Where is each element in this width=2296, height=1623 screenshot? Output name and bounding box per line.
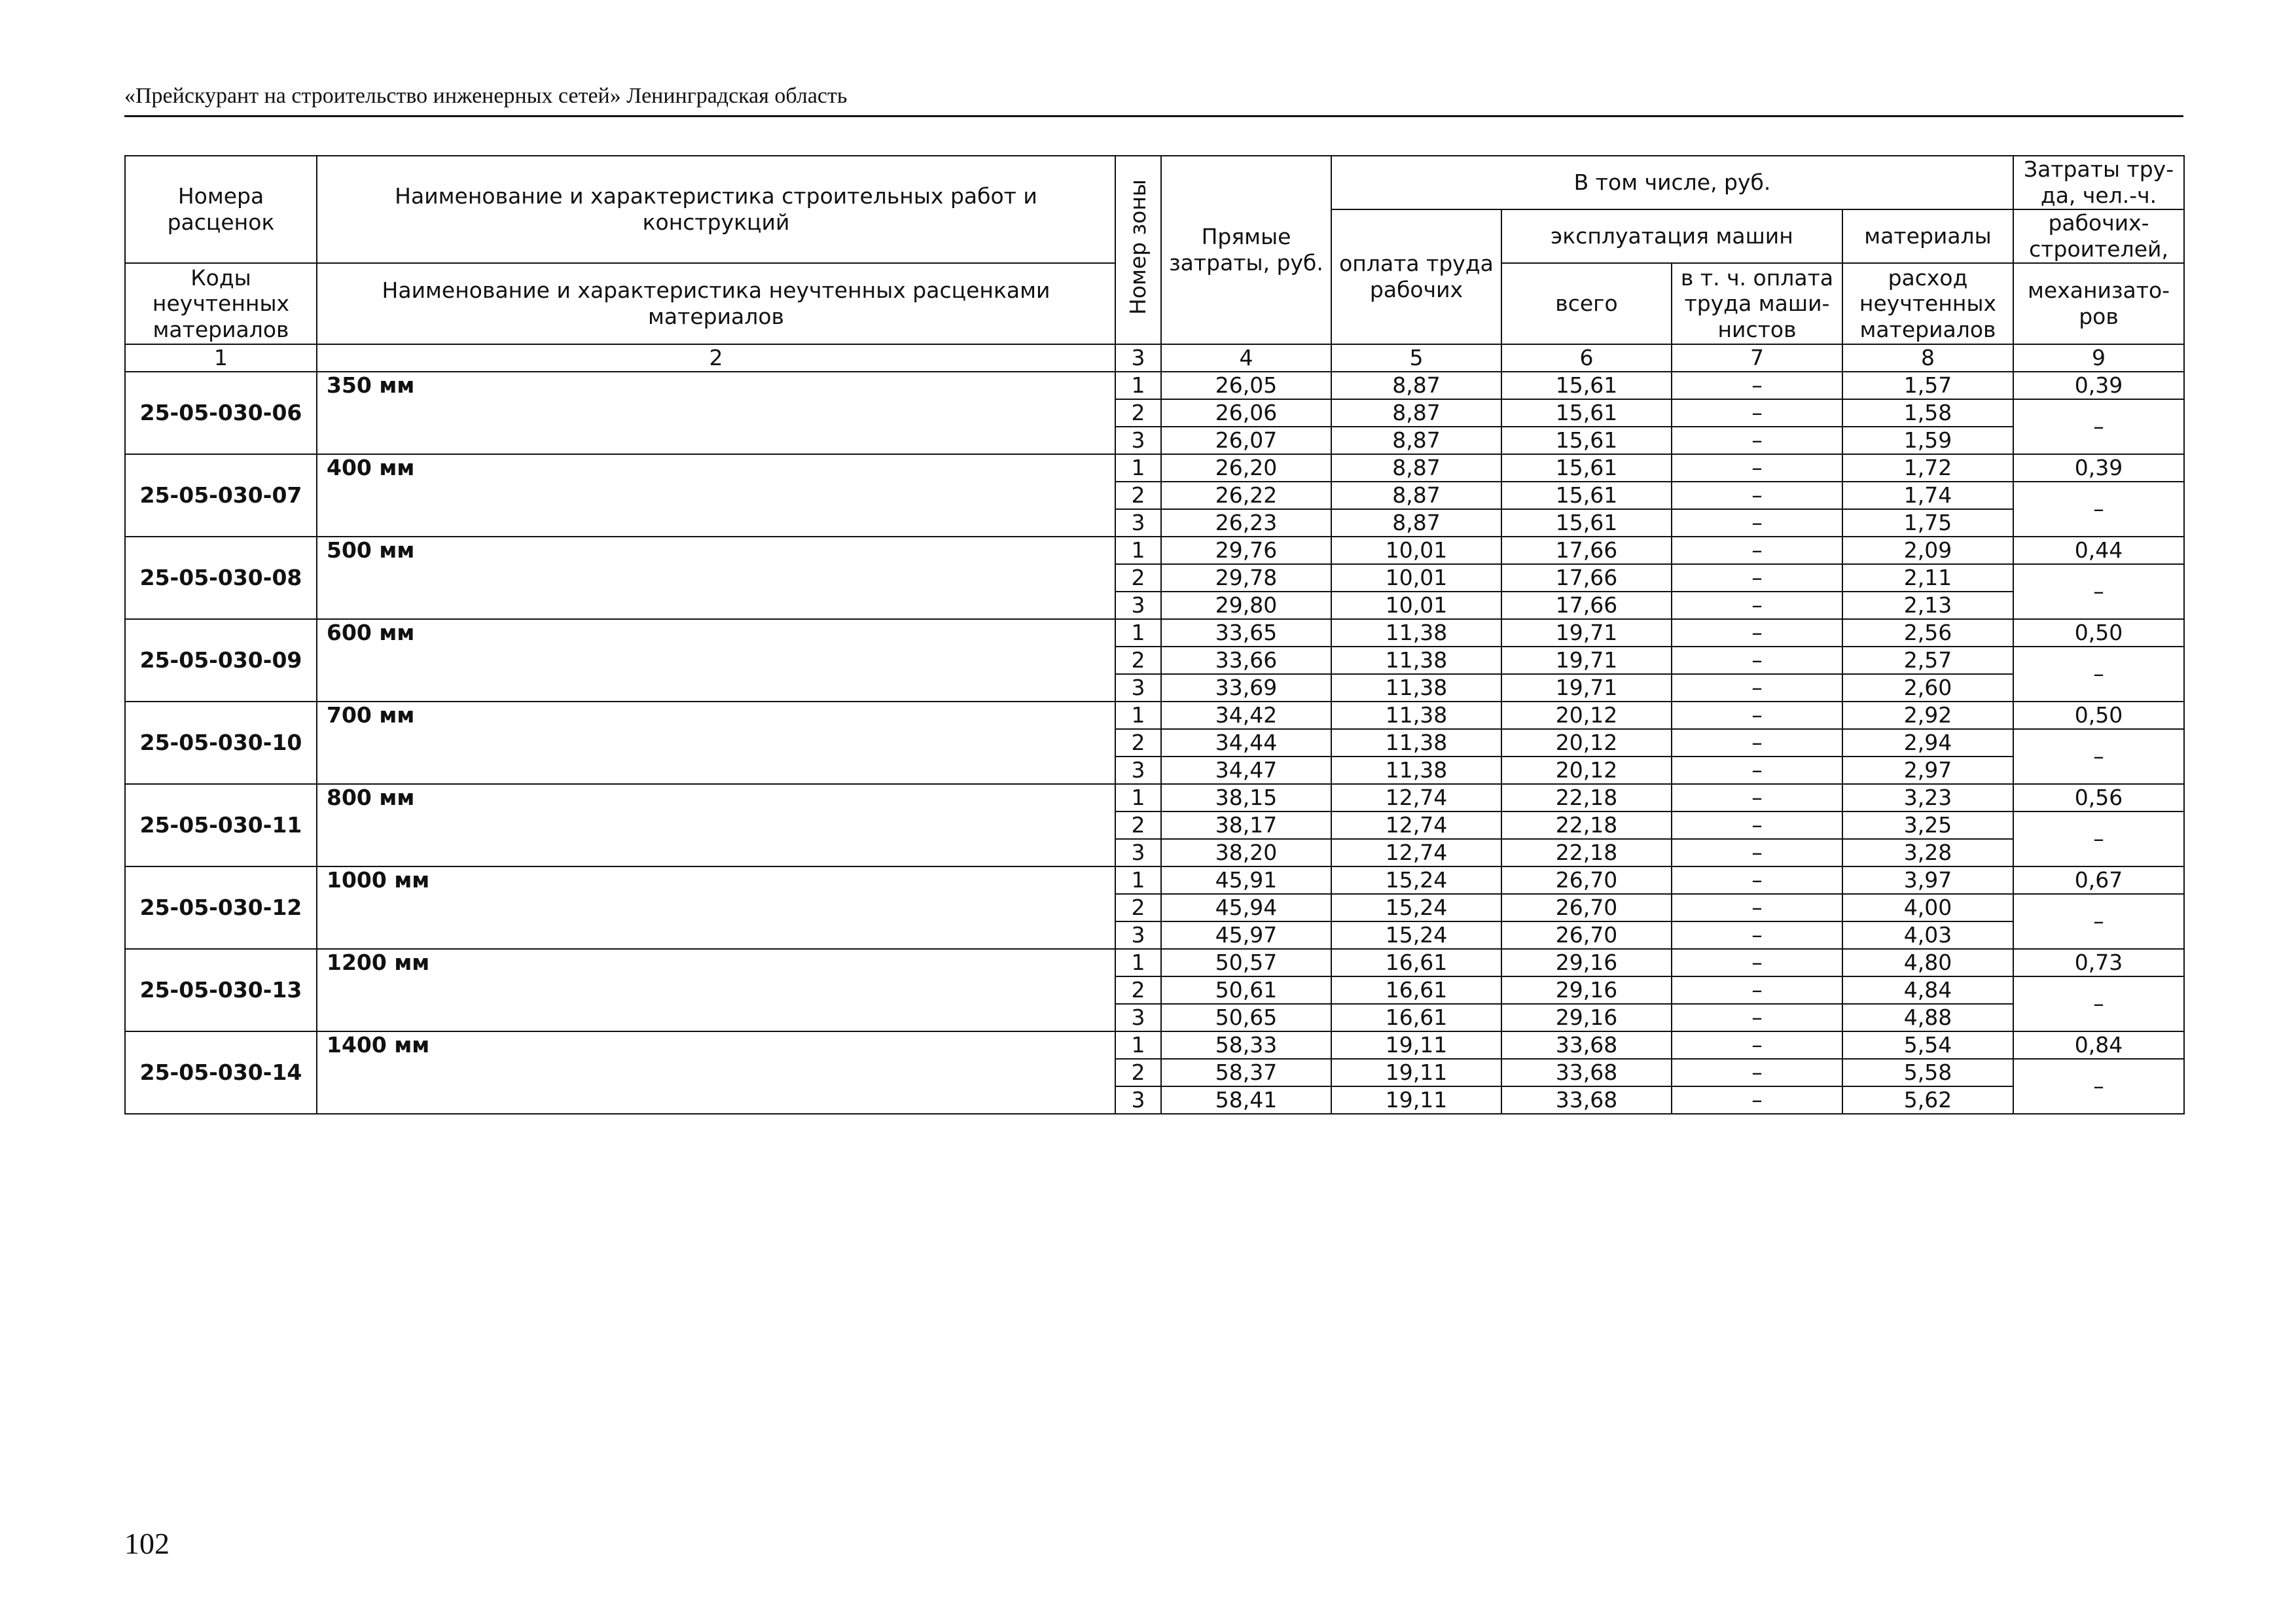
machinist-wages-cell: – <box>1672 784 1842 812</box>
direct-costs-cell: 29,76 <box>1161 537 1331 564</box>
zone-cell: 2 <box>1115 482 1161 509</box>
wages-cell: 19,11 <box>1331 1086 1501 1114</box>
wages-cell: 10,01 <box>1331 564 1501 592</box>
machines-total-cell: 15,61 <box>1501 509 1672 537</box>
wages-cell: 12,74 <box>1331 812 1501 839</box>
direct-costs-cell: 58,37 <box>1161 1059 1331 1086</box>
direct-costs-cell: 45,91 <box>1161 866 1331 894</box>
zone-cell: 2 <box>1115 812 1161 839</box>
rate-code: 25-05-030-11 <box>125 784 317 866</box>
materials-cell: 2,57 <box>1842 647 2013 674</box>
machines-total-cell: 15,61 <box>1501 399 1672 427</box>
rate-code: 25-05-030-14 <box>125 1031 317 1114</box>
labor-builders-cell: 0,50 <box>2013 619 2184 647</box>
zone-cell: 1 <box>1115 702 1161 729</box>
zone-cell: 1 <box>1115 784 1161 812</box>
column-number: 1 <box>125 344 317 372</box>
labor-builders-cell: 0,84 <box>2013 1031 2184 1059</box>
wages-cell: 11,38 <box>1331 729 1501 757</box>
materials-cell: 5,62 <box>1842 1086 2013 1114</box>
materials-cell: 2,94 <box>1842 729 2013 757</box>
labor-builders-cell: 0,67 <box>2013 866 2184 894</box>
zone-cell: 2 <box>1115 1059 1161 1086</box>
wages-cell: 16,61 <box>1331 1004 1501 1031</box>
rate-code: 25-05-030-12 <box>125 866 317 949</box>
machines-total-cell: 22,18 <box>1501 812 1672 839</box>
header-rate-numbers: Номера расценок <box>125 156 317 263</box>
machines-total-cell: 26,70 <box>1501 894 1672 921</box>
wages-cell: 8,87 <box>1331 482 1501 509</box>
rate-code: 25-05-030-08 <box>125 537 317 619</box>
machines-total-cell: 20,12 <box>1501 757 1672 784</box>
zone-cell: 2 <box>1115 647 1161 674</box>
machines-total-cell: 26,70 <box>1501 921 1672 949</box>
direct-costs-cell: 50,65 <box>1161 1004 1331 1031</box>
direct-costs-cell: 26,22 <box>1161 482 1331 509</box>
header-machine-operation: эксплуатация машин <box>1501 209 1842 263</box>
direct-costs-cell: 33,69 <box>1161 674 1331 702</box>
zone-cell: 2 <box>1115 976 1161 1004</box>
zone-cell: 3 <box>1115 674 1161 702</box>
wages-cell: 8,87 <box>1331 372 1501 399</box>
materials-cell: 2,92 <box>1842 702 2013 729</box>
labor-builders-cell: – <box>2013 564 2184 619</box>
table-row <box>125 784 2184 812</box>
wages-cell: 19,11 <box>1331 1031 1501 1059</box>
labor-builders-cell: 0,73 <box>2013 949 2184 976</box>
materials-cell: 1,72 <box>1842 454 2013 482</box>
header-builders: рабочих- строителей, <box>2013 209 2184 263</box>
work-description: 400 мм <box>317 454 1115 537</box>
materials-cell: 2,09 <box>1842 537 2013 564</box>
header-material-codes: Коды неучтенных материалов <box>125 263 317 344</box>
materials-cell: 1,74 <box>1842 482 2013 509</box>
header-divider <box>124 115 2183 117</box>
machinist-wages-cell: – <box>1672 894 1842 921</box>
work-description: 1400 мм <box>317 1031 1115 1114</box>
column-number: 7 <box>1672 344 1842 372</box>
machinist-wages-cell: – <box>1672 976 1842 1004</box>
machinist-wages-cell: – <box>1672 812 1842 839</box>
materials-cell: 4,80 <box>1842 949 2013 976</box>
labor-builders-cell: – <box>2013 894 2184 949</box>
header-unaccounted-materials: расход неучтенных материалов <box>1842 263 2013 344</box>
materials-cell: 3,97 <box>1842 866 2013 894</box>
machines-total-cell: 26,70 <box>1501 866 1672 894</box>
header-wages: оплата труда рабочих <box>1331 209 1501 344</box>
rate-code: 25-05-030-06 <box>125 372 317 454</box>
zone-cell: 2 <box>1115 399 1161 427</box>
zone-cell: 3 <box>1115 1086 1161 1114</box>
zone-cell: 1 <box>1115 619 1161 647</box>
zone-cell: 1 <box>1115 454 1161 482</box>
machines-total-cell: 15,61 <box>1501 482 1672 509</box>
labor-builders-cell: 0,39 <box>2013 372 2184 399</box>
materials-cell: 4,88 <box>1842 1004 2013 1031</box>
header-machines-total: всего <box>1501 263 1672 344</box>
header-work-name: Наименование и характеристика строительных работ и конструкций <box>317 156 1115 263</box>
machinist-wages-cell: – <box>1672 757 1842 784</box>
wages-cell: 19,11 <box>1331 1059 1501 1086</box>
rate-code: 25-05-030-09 <box>125 619 317 702</box>
machinist-wages-cell: – <box>1672 619 1842 647</box>
machines-total-cell: 22,18 <box>1501 784 1672 812</box>
wages-cell: 11,38 <box>1331 702 1501 729</box>
machines-total-cell: 20,12 <box>1501 702 1672 729</box>
zone-cell: 3 <box>1115 427 1161 454</box>
direct-costs-cell: 26,20 <box>1161 454 1331 482</box>
wages-cell: 11,38 <box>1331 619 1501 647</box>
machinist-wages-cell: – <box>1672 399 1842 427</box>
work-description: 1000 мм <box>317 866 1115 949</box>
machinist-wages-cell: – <box>1672 564 1842 592</box>
wages-cell: 15,24 <box>1331 866 1501 894</box>
header-labor-costs: Затраты тру- да, чел.-ч. <box>2013 156 2184 209</box>
direct-costs-cell: 58,33 <box>1161 1031 1331 1059</box>
header-direct-costs: Прямые затраты, руб. <box>1161 156 1331 344</box>
wages-cell: 11,38 <box>1331 647 1501 674</box>
machinist-wages-cell: – <box>1672 1004 1842 1031</box>
price-table-body <box>125 156 2184 1114</box>
materials-cell: 4,84 <box>1842 976 2013 1004</box>
materials-cell: 4,03 <box>1842 921 2013 949</box>
direct-costs-cell: 34,42 <box>1161 702 1331 729</box>
wages-cell: 10,01 <box>1331 537 1501 564</box>
wages-cell: 16,61 <box>1331 976 1501 1004</box>
zone-cell: 2 <box>1115 564 1161 592</box>
column-number: 2 <box>317 344 1115 372</box>
wages-cell: 11,38 <box>1331 757 1501 784</box>
direct-costs-cell: 29,78 <box>1161 564 1331 592</box>
wages-cell: 8,87 <box>1331 454 1501 482</box>
work-description: 800 мм <box>317 784 1115 866</box>
zone-cell: 3 <box>1115 839 1161 866</box>
direct-costs-cell: 45,94 <box>1161 894 1331 921</box>
machines-total-cell: 22,18 <box>1501 839 1672 866</box>
machines-total-cell: 19,71 <box>1501 674 1672 702</box>
direct-costs-cell: 45,97 <box>1161 921 1331 949</box>
machinist-wages-cell: – <box>1672 839 1842 866</box>
machines-total-cell: 29,16 <box>1501 976 1672 1004</box>
labor-builders-cell: – <box>2013 729 2184 784</box>
machines-total-cell: 33,68 <box>1501 1059 1672 1086</box>
column-number: 9 <box>2013 344 2184 372</box>
header-zone-number <box>1115 156 1161 344</box>
column-number: 8 <box>1842 344 2013 372</box>
direct-costs-cell: 38,20 <box>1161 839 1331 866</box>
machinist-wages-cell: – <box>1672 427 1842 454</box>
machinist-wages-cell: – <box>1672 537 1842 564</box>
machines-total-cell: 29,16 <box>1501 949 1672 976</box>
zone-cell: 3 <box>1115 921 1161 949</box>
direct-costs-cell: 26,07 <box>1161 427 1331 454</box>
direct-costs-cell: 34,44 <box>1161 729 1331 757</box>
column-number: 4 <box>1161 344 1331 372</box>
zone-cell: 1 <box>1115 866 1161 894</box>
page-number: 102 <box>124 1527 170 1560</box>
materials-cell: 1,57 <box>1842 372 2013 399</box>
machines-total-cell: 33,68 <box>1501 1031 1672 1059</box>
work-description: 600 мм <box>317 619 1115 702</box>
table-row <box>125 1031 2184 1059</box>
labor-builders-cell: 0,50 <box>2013 702 2184 729</box>
zone-cell: 3 <box>1115 592 1161 619</box>
direct-costs-cell: 58,41 <box>1161 1086 1331 1114</box>
wages-cell: 8,87 <box>1331 427 1501 454</box>
zone-cell: 2 <box>1115 729 1161 757</box>
column-number: 5 <box>1331 344 1501 372</box>
machinist-wages-cell: – <box>1672 866 1842 894</box>
machines-total-cell: 15,61 <box>1501 372 1672 399</box>
rate-code: 25-05-030-13 <box>125 949 317 1031</box>
zone-cell: 1 <box>1115 949 1161 976</box>
zone-cell: 1 <box>1115 1031 1161 1059</box>
wages-cell: 10,01 <box>1331 592 1501 619</box>
machinist-wages-cell: – <box>1672 674 1842 702</box>
machinist-wages-cell: – <box>1672 949 1842 976</box>
machinist-wages-cell: – <box>1672 454 1842 482</box>
direct-costs-cell: 29,80 <box>1161 592 1331 619</box>
materials-cell: 3,23 <box>1842 784 2013 812</box>
labor-builders-cell: – <box>2013 812 2184 866</box>
labor-builders-cell: 0,39 <box>2013 454 2184 482</box>
wages-cell: 8,87 <box>1331 509 1501 537</box>
header-zone-number-text: Номер зоны <box>1125 179 1151 315</box>
table-row <box>125 702 2184 729</box>
work-description: 1200 мм <box>317 949 1115 1031</box>
table-row <box>125 372 2184 399</box>
machines-total-cell: 19,71 <box>1501 647 1672 674</box>
machines-total-cell: 19,71 <box>1501 619 1672 647</box>
materials-cell: 1,75 <box>1842 509 2013 537</box>
table-row <box>125 619 2184 647</box>
machines-total-cell: 33,68 <box>1501 1086 1672 1114</box>
materials-cell: 2,60 <box>1842 674 2013 702</box>
direct-costs-cell: 26,06 <box>1161 399 1331 427</box>
materials-cell: 5,54 <box>1842 1031 2013 1059</box>
materials-cell: 1,58 <box>1842 399 2013 427</box>
wages-cell: 15,24 <box>1331 894 1501 921</box>
machinist-wages-cell: – <box>1672 702 1842 729</box>
rate-code: 25-05-030-10 <box>125 702 317 784</box>
direct-costs-cell: 38,15 <box>1161 784 1331 812</box>
machines-total-cell: 15,61 <box>1501 454 1672 482</box>
labor-builders-cell: – <box>2013 1059 2184 1114</box>
materials-cell: 2,56 <box>1842 619 2013 647</box>
materials-cell: 5,58 <box>1842 1059 2013 1086</box>
table-row <box>125 949 2184 976</box>
zone-cell: 1 <box>1115 372 1161 399</box>
wages-cell: 8,87 <box>1331 399 1501 427</box>
materials-cell: 2,11 <box>1842 564 2013 592</box>
zone-cell: 2 <box>1115 894 1161 921</box>
zone-cell: 3 <box>1115 757 1161 784</box>
wages-cell: 16,61 <box>1331 949 1501 976</box>
direct-costs-cell: 50,57 <box>1161 949 1331 976</box>
header-material-name: Наименование и характеристика неучтенных расценками материалов <box>317 263 1115 344</box>
materials-cell: 3,25 <box>1842 812 2013 839</box>
machinist-wages-cell: – <box>1672 921 1842 949</box>
price-table <box>124 155 2185 1115</box>
rate-code: 25-05-030-07 <box>125 454 317 537</box>
machinist-wages-cell: – <box>1672 372 1842 399</box>
machinist-wages-cell: – <box>1672 1059 1842 1086</box>
machines-total-cell: 20,12 <box>1501 729 1672 757</box>
machinist-wages-cell: – <box>1672 1086 1842 1114</box>
labor-builders-cell: 0,44 <box>2013 537 2184 564</box>
machinist-wages-cell: – <box>1672 482 1842 509</box>
table-row <box>125 537 2184 564</box>
wages-cell: 15,24 <box>1331 921 1501 949</box>
labor-builders-cell: – <box>2013 976 2184 1031</box>
work-description: 700 мм <box>317 702 1115 784</box>
direct-costs-cell: 50,61 <box>1161 976 1331 1004</box>
machines-total-cell: 17,66 <box>1501 592 1672 619</box>
machines-total-cell: 17,66 <box>1501 537 1672 564</box>
header-including: В том числе, руб. <box>1331 156 2013 209</box>
materials-cell: 4,00 <box>1842 894 2013 921</box>
machinist-wages-cell: – <box>1672 509 1842 537</box>
machinist-wages-cell: – <box>1672 647 1842 674</box>
direct-costs-cell: 38,17 <box>1161 812 1331 839</box>
direct-costs-cell: 26,05 <box>1161 372 1331 399</box>
header-materials: материалы <box>1842 209 2013 263</box>
table-row <box>125 454 2184 482</box>
machinist-wages-cell: – <box>1672 729 1842 757</box>
zone-cell: 3 <box>1115 509 1161 537</box>
zone-cell: 1 <box>1115 537 1161 564</box>
column-number: 3 <box>1115 344 1161 372</box>
direct-costs-cell: 33,66 <box>1161 647 1331 674</box>
direct-costs-cell: 34,47 <box>1161 757 1331 784</box>
wages-cell: 11,38 <box>1331 674 1501 702</box>
direct-costs-cell: 26,23 <box>1161 509 1331 537</box>
machines-total-cell: 29,16 <box>1501 1004 1672 1031</box>
materials-cell: 3,28 <box>1842 839 2013 866</box>
labor-builders-cell: – <box>2013 399 2184 454</box>
column-number: 6 <box>1501 344 1672 372</box>
document-header-title: «Прейскурант на строительство инженерных сетей» Ленинградская область <box>124 84 848 108</box>
machines-total-cell: 15,61 <box>1501 427 1672 454</box>
materials-cell: 2,97 <box>1842 757 2013 784</box>
labor-builders-cell: – <box>2013 647 2184 702</box>
materials-cell: 1,59 <box>1842 427 2013 454</box>
work-description: 500 мм <box>317 537 1115 619</box>
machinist-wages-cell: – <box>1672 592 1842 619</box>
labor-builders-cell: 0,56 <box>2013 784 2184 812</box>
wages-cell: 12,74 <box>1331 839 1501 866</box>
work-description: 350 мм <box>317 372 1115 454</box>
header-machinist-wages: в т. ч. оплата труда маши- нистов <box>1672 263 1842 344</box>
zone-cell: 3 <box>1115 1004 1161 1031</box>
machines-total-cell: 17,66 <box>1501 564 1672 592</box>
machinist-wages-cell: – <box>1672 1031 1842 1059</box>
direct-costs-cell: 33,65 <box>1161 619 1331 647</box>
wages-cell: 12,74 <box>1331 784 1501 812</box>
labor-builders-cell: – <box>2013 482 2184 537</box>
materials-cell: 2,13 <box>1842 592 2013 619</box>
header-mechanics: механизато- ров <box>2013 263 2184 344</box>
table-row <box>125 866 2184 894</box>
